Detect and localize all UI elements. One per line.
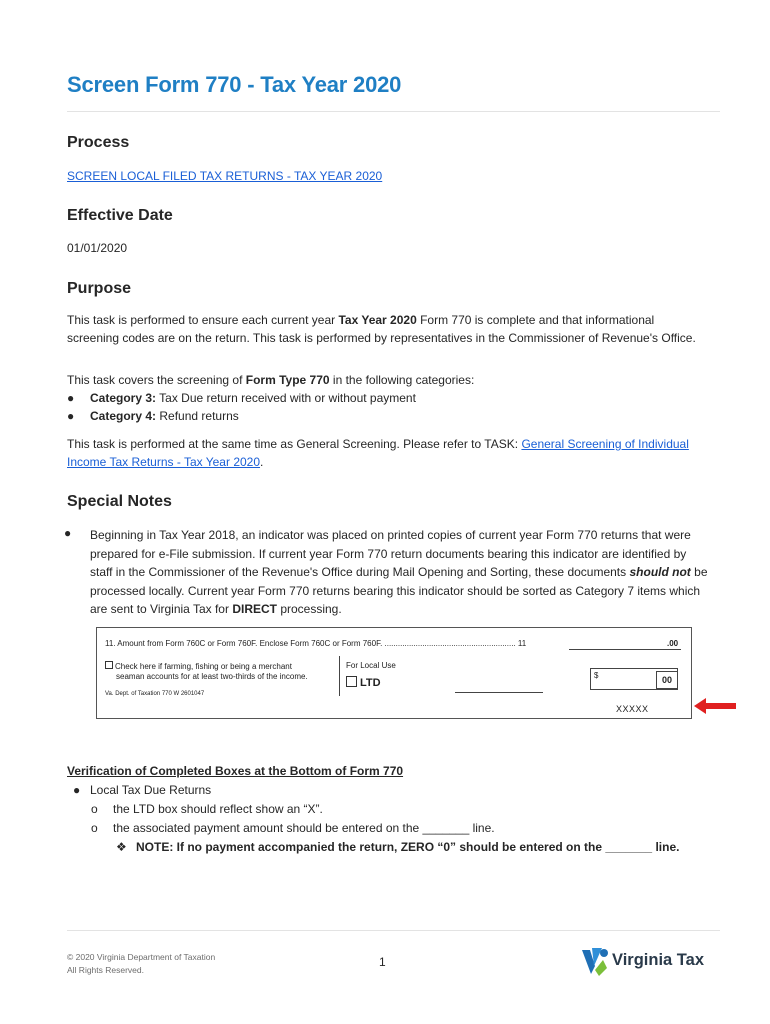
purpose-paragraph-1: This task is performed to ensure each current year Tax Year 2020 Form 770 is complete and that informational screening codes are on the return. This task is performed by representatives in the Commissioner of Revenue's Office. [67, 313, 696, 345]
purpose-heading: Purpose [67, 280, 132, 297]
red-arrow-icon [694, 697, 738, 715]
circle-bullet-icon: o [91, 802, 98, 816]
copyright [67, 951, 215, 977]
bullet-icon: ● [67, 409, 75, 423]
document-page: Screen Form 770 - Tax Year 2020 Process SCREEN LOCAL FILED TAX RETURNS - TAX YEAR 2020 Effective Date 01/01/2020 Purpose This task is performed to ensure each current year Tax Year 2020 Form 770 is complete and that informational screening codes are on the return. This task is performed by representatives in the Commissioner of Revenue's Office. This task covers the screening of Form Type 770 in the following categories: ● Category 3: Tax Due return received with or without payment ● Category 4: Refund returns This task is performed at the same time as General Screening. Please refer to TASK: General Screening of Individual Income Tax Returns - Tax Year 2020. Special Notes ● Beginning in Tax Year 2018, an indicator was placed on printed copies of current year Form 770 returns that were prepared for e-File submission. If current year Form 770 return documents bearing this indicator are identified by staff in the Commissioner of the Revenue's Office during Mail Opening and Sorting, these documents should not be processed locally. Current year Form 770 returns bearing this indicator should be sorted as Category 7 items which are sent to Virginia Tax for DIRECT processing. 11. Amount from Form 760C or Form 760F. Enclose Form 760C or Form 760F. ........................................................... 11 .00 Check here if farming, fishing or being a merchant seaman accounts for at least two-thirds of the income. Va. Dept. of Taxation 770 W 2601047 For Local Use LTD $ 00 XXXXX Verification of Completed Boxes at the Bottom of Form 770 ● Local Tax Due Returns o the LTD box should reflect show an “X”. o the associated payment amount should be entered on the _______ line. ❖ NOTE: If no payment accompanied the return, ZERO “0” should be entered on the _______ line. © 2020 Virginia Department of Taxation All Rights Reserved. 1 Virginia Tax [0, 0, 770, 1024]
virginia-tax-logo-icon [580, 946, 610, 978]
line-11-label: 11. Amount from Form 760C or Form 760F. Enclose Form 760C or Form 760F. ........................................................... 11 [105, 639, 527, 648]
bullet-icon: ● [67, 391, 75, 405]
process-link[interactable]: SCREEN LOCAL FILED TAX RETURNS - TAX YEAR 2020 [67, 169, 383, 183]
purpose-paragraph-3: This task is performed at the same time as General Screening. Please refer to TASK: General Screening of Individual Income Tax Returns - Tax Year 2020. [67, 437, 689, 469]
line-11-amount: .00 [667, 639, 679, 648]
ltd-checkbox: LTD [346, 676, 381, 689]
page-number: 1 [379, 955, 386, 969]
form-770-excerpt-image [96, 627, 692, 719]
diamond-bullet-icon: ❖ [116, 840, 127, 854]
special-notes-paragraph: Beginning in Tax Year 2018, an indicator was placed on printed copies of current year Form 770 returns that were prepared for e-File submission. If current year Form 770 return documents bearing this indicator are identified by staff in the Commissioner of the Revenue's Office during Mail Opening and Sorting, these documents should not be processed locally. Current year Form 770 returns bearing this indicator should be sorted as Category 7 items which are sent to Virginia Tax for DIRECT processing. [90, 528, 708, 616]
purpose-paragraph-2: This task covers the screening of Form Type 770 in the following categories: [67, 373, 475, 387]
ltd-box-icon [346, 676, 357, 687]
e-file-indicator: XXXXX [616, 704, 649, 714]
bullet-icon: ● [73, 783, 81, 797]
farming-checkbox-label: Check here if farming, fishing or being a merchant [105, 661, 292, 671]
effective-date-heading: Effective Date [67, 207, 173, 224]
cents-box: 00 [656, 671, 678, 689]
general-screening-link[interactable]: General Screening of Individual Income Tax Returns - Tax Year 2020 [67, 437, 689, 469]
process-heading: Process [67, 134, 130, 151]
verification-title: Verification of Completed Boxes at the Bottom of Form 770 [67, 764, 404, 778]
bullet-icon: ● [64, 526, 72, 540]
dollar-sign: $ [594, 671, 599, 680]
copyright-line-2: All Rights Reserved. [67, 965, 145, 975]
line-11-underline [569, 649, 681, 650]
copyright-line-1: © 2020 Virginia Department of Taxation [67, 952, 216, 962]
local-use-line [455, 692, 543, 693]
checkbox-icon [105, 661, 113, 669]
local-use-divider [339, 656, 340, 696]
footer-divider [67, 930, 720, 931]
special-notes-heading: Special Notes [67, 493, 172, 510]
logo-text: Virginia Tax [612, 951, 705, 969]
title-divider [67, 111, 720, 112]
effective-date-value: 01/01/2020 [67, 241, 128, 255]
page-title: Screen Form 770 - Tax Year 2020 [67, 72, 402, 97]
circle-bullet-icon: o [91, 821, 98, 835]
dept-code: Va. Dept. of Taxation 770 W 2601047 [105, 691, 205, 697]
farming-checkbox-label-2: seaman accounts for at least two-thirds of the income. [116, 672, 308, 681]
local-use-label: For Local Use [346, 661, 396, 670]
